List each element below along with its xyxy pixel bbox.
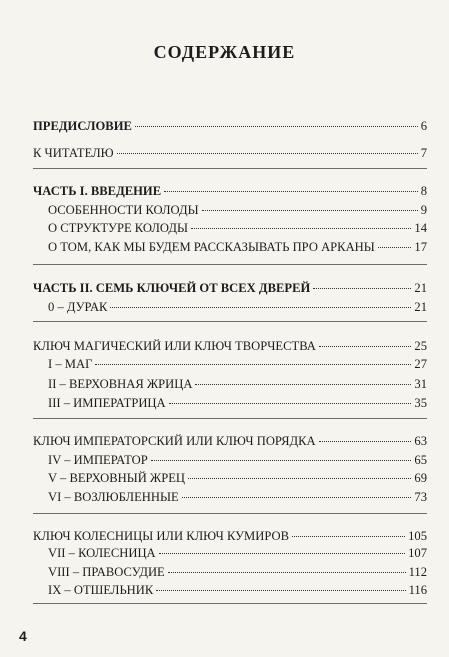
toc-entry-page: 21 xyxy=(414,281,427,295)
section-divider xyxy=(33,321,427,322)
toc-entry-page: 73 xyxy=(414,490,427,504)
section-divider xyxy=(33,168,427,169)
toc-entry xyxy=(33,145,427,161)
dot-leader xyxy=(169,403,412,404)
toc-entry-title: VIII – ПРАВОСУДИЕ xyxy=(48,565,165,579)
toc-entry-page: 14 xyxy=(414,221,427,235)
toc-entry xyxy=(48,489,427,505)
toc-entry xyxy=(33,280,427,296)
toc-entry-title: О СТРУКТУРЕ КОЛОДЫ xyxy=(48,221,188,235)
dot-leader xyxy=(313,288,411,289)
toc-entry xyxy=(33,433,427,449)
dot-leader xyxy=(191,228,411,229)
dot-leader xyxy=(151,460,412,461)
toc-entry-title: ЧАСТЬ II. СЕМЬ КЛЮЧЕЙ ОТ ВСЕХ ДВЕРЕЙ xyxy=(33,281,311,295)
toc-entry xyxy=(48,470,427,486)
toc-entry xyxy=(33,183,427,199)
toc-entry xyxy=(48,239,427,255)
toc-entry-page: 63 xyxy=(414,434,427,448)
toc-entry-title: 0 – ДУРАК xyxy=(48,300,108,314)
dot-leader xyxy=(188,478,411,479)
toc-entry-title: КЛЮЧ ИМПЕРАТОРСКИЙ ИЛИ КЛЮЧ ПОРЯДКА xyxy=(33,434,316,448)
toc-entry-title: КЛЮЧ КОЛЕСНИЦЫ ИЛИ КЛЮЧ КУМИРОВ xyxy=(33,529,289,543)
dot-leader xyxy=(202,210,418,211)
toc-entry-page: 107 xyxy=(408,546,427,560)
toc-entry xyxy=(48,582,427,598)
toc-entry-title: VII – КОЛЕСНИЦА xyxy=(48,546,156,560)
toc-entry-page: 9 xyxy=(420,203,427,217)
toc-entry xyxy=(48,202,427,218)
toc-entry-title: IV – ИМПЕРАТОР xyxy=(48,453,148,467)
toc-entry-page: 21 xyxy=(414,300,427,314)
toc-entry-page: 8 xyxy=(420,184,427,198)
toc-entry-title: ОСОБЕННОСТИ КОЛОДЫ xyxy=(48,203,199,217)
toc-entry-page: 116 xyxy=(408,583,427,597)
dot-leader xyxy=(117,153,418,154)
toc-entry xyxy=(48,376,427,392)
dot-leader xyxy=(156,590,405,591)
toc-entry xyxy=(48,452,427,468)
toc-entry-title: VI – ВОЗЛЮБЛЕННЫЕ xyxy=(48,490,179,504)
toc-entry-page: 112 xyxy=(408,565,427,579)
toc-entry-title: О ТОМ, КАК МЫ БУДЕМ РАССКАЗЫВАТЬ ПРО АРКАНЫ xyxy=(48,240,375,254)
toc-entry-page: 65 xyxy=(414,453,427,467)
toc-entry-page: 31 xyxy=(414,377,427,391)
toc-entry-title: V – ВЕРХОВНЫЙ ЖРЕЦ xyxy=(48,471,186,485)
toc-entry-page: 105 xyxy=(408,529,427,543)
dot-leader xyxy=(110,307,411,308)
dot-leader xyxy=(95,364,411,365)
toc-entry-page: 6 xyxy=(420,119,427,133)
dot-leader xyxy=(319,441,412,442)
toc-entry-page: 27 xyxy=(414,357,427,371)
toc-entry-title: II – ВЕРХОВНАЯ ЖРИЦА xyxy=(48,377,193,391)
dot-leader xyxy=(135,126,418,127)
dot-leader xyxy=(319,346,412,347)
dot-leader xyxy=(164,191,418,192)
toc-entry xyxy=(48,299,427,315)
page-title: СОДЕРЖАНИЕ xyxy=(153,42,296,62)
toc-entry xyxy=(48,545,427,561)
toc-entry xyxy=(33,118,427,134)
toc-entry-page: 69 xyxy=(414,471,427,485)
toc-entry xyxy=(33,338,427,354)
section-divider xyxy=(33,603,427,604)
toc-entry xyxy=(33,528,427,544)
dot-leader xyxy=(168,572,406,573)
toc-entry-title: I – МАГ xyxy=(48,357,93,371)
toc-entry-title: К ЧИТАТЕЛЮ xyxy=(33,146,114,160)
dot-leader xyxy=(195,384,411,385)
section-divider xyxy=(33,264,427,265)
dot-leader xyxy=(182,497,412,498)
toc-entry xyxy=(48,220,427,236)
page-number: 4 xyxy=(19,628,27,644)
toc-entry-page: 25 xyxy=(414,339,427,353)
dot-leader xyxy=(159,553,405,554)
toc-entry-title: ПРЕДИСЛОВИЕ xyxy=(33,119,132,133)
section-divider xyxy=(33,513,427,514)
toc-entry xyxy=(48,356,427,372)
toc-entry xyxy=(48,564,427,580)
toc-entry-page: 17 xyxy=(414,240,427,254)
toc-entry-title: ЧАСТЬ I. ВВЕДЕНИЕ xyxy=(33,184,162,198)
section-divider xyxy=(33,418,427,419)
toc-entry-page: 35 xyxy=(414,396,427,410)
toc-entry-page: 7 xyxy=(420,146,427,160)
toc-entry-title: КЛЮЧ МАГИЧЕСКИЙ ИЛИ КЛЮЧ ТВОРЧЕСТВА xyxy=(33,339,316,353)
toc-entry xyxy=(48,395,427,411)
toc-entry-title: III – ИМПЕРАТРИЦА xyxy=(48,396,166,410)
dot-leader xyxy=(292,536,405,537)
toc-entry-title: IX – ОТШЕЛЬНИК xyxy=(48,583,154,597)
dot-leader xyxy=(378,247,412,248)
